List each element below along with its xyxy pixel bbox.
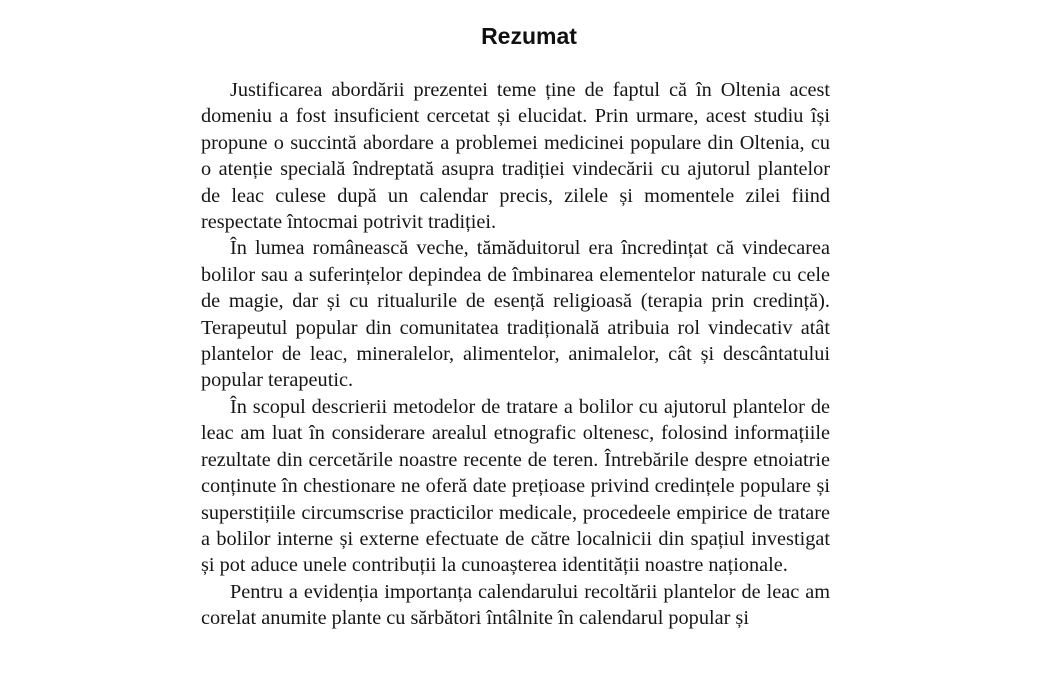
- paragraph-justification: Justificarea abordării prezentei teme ține de faptul că în Oltenia acest domeniu a fost insuficient cercetat și elucidat. Prin urmare, acest studiu își propune o succintă abordare a problemei medicinei populare din Oltenia, cu o atenție specială îndreptată asupra tradiției vindecării cu ajutorul plantelor de leac culese după un calendar precis, zilele și momentele zilei fiind respectate întocmai potrivit tradiției.: [201, 79, 830, 234]
- paragraph-harvest-calendar: Pentru a evidenția importanța calendarului recoltării plantelor de leac am corelat anumite plante cu sărbători întâlnite în calendarul popular și: [201, 580, 830, 630]
- paragraph-traditional-healer: În lumea românească veche, tămăduitorul era încredințat că vindecarea bolilor sau a suferințelor depindea de îmbinarea elementelor naturale cu cele de magie, dar și cu ritualurile de esență religioasă (terapia prin credință). Terapeutul popular din comunitatea tradițională atribuia rol vindecativ atât plantelor de leac, mineralelor, alimentelor, animalelor, cât și descântatului popular terapeutic.: [201, 237, 830, 392]
- abstract-title: Rezumat: [481, 23, 577, 49]
- paragraph-methods: În scopul descrierii metodelor de tratare a bolilor cu ajutorul plantelor de leac am luat în considerare arealul etnografic oltenesc, folosind informațiile rezultate din cercetările noastre recente de teren. Întrebările despre etnoiatrie conținute în chestionare ne oferă date prețioase privind credințele populare și superstițiile circumscrise practicilor medicale, procedeele empirice de tratare a bolilor interne și externe efectuate de către localnicii din spațiul investigat și pot aduce unele contribuții la cunoașterea identității noastre naționale.: [201, 395, 830, 577]
- abstract-body: [201, 77, 830, 632]
